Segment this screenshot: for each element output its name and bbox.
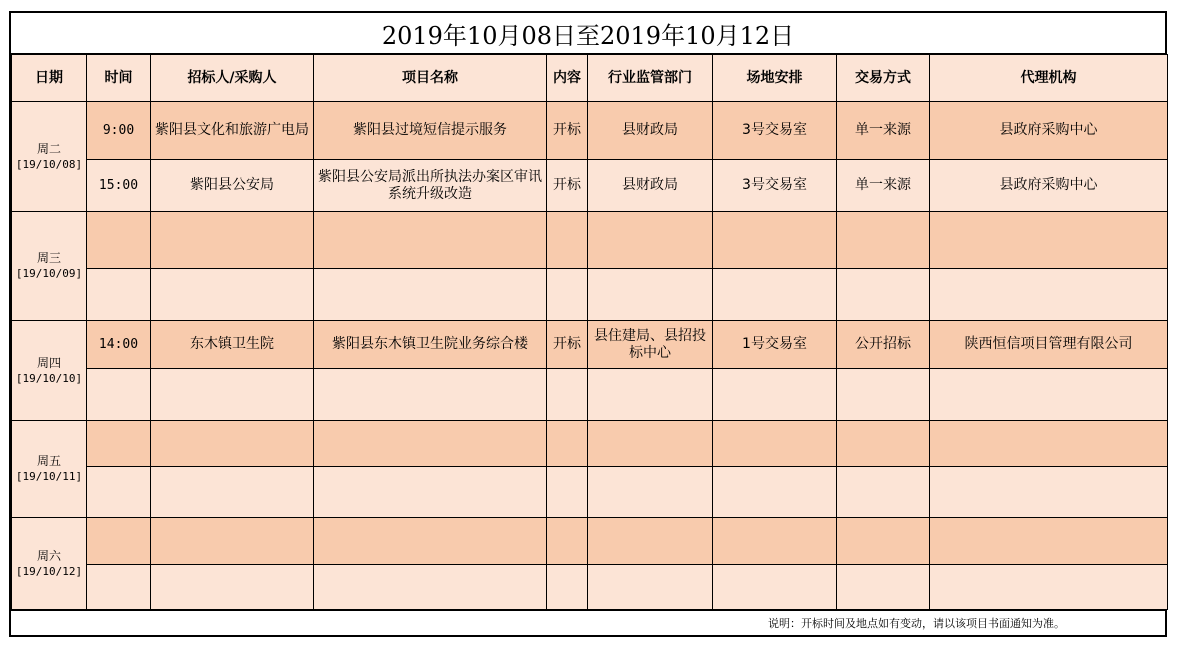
header-agency: 代理机构 — [930, 55, 1168, 102]
header-method: 交易方式 — [837, 55, 930, 102]
cell-project — [314, 421, 547, 467]
footer-note: 说明：开标时间及地点如有变动，请以该项目书面通知为准。 — [768, 617, 1065, 630]
cell-method — [837, 212, 930, 269]
cell-venue — [713, 518, 837, 565]
date-label: [19/10/10] — [15, 371, 83, 385]
header-tenderer: 招标人/采购人 — [151, 55, 314, 102]
table-row — [12, 518, 1168, 565]
cell-project — [314, 518, 547, 565]
day-cell — [12, 518, 87, 610]
cell-content — [547, 467, 588, 518]
weekday-label: 周四 — [36, 355, 61, 370]
schedule-table — [11, 54, 1168, 610]
header-venue: 场地安排 — [713, 55, 837, 102]
cell-time: 15:00 — [87, 160, 151, 212]
cell-tenderer: 东木镇卫生院 — [151, 321, 314, 369]
header-project: 项目名称 — [314, 55, 547, 102]
date-label: [19/10/11] — [15, 470, 83, 483]
cell-project — [314, 269, 547, 321]
weekday-label: 周五 — [36, 454, 61, 468]
table-row — [12, 421, 1168, 467]
cell-agency — [930, 421, 1168, 467]
header-row — [12, 55, 1168, 102]
cell-project — [314, 369, 547, 421]
cell-method — [837, 467, 930, 518]
cell-agency — [930, 565, 1168, 610]
cell-tenderer — [151, 518, 314, 565]
cell-time — [87, 518, 151, 565]
cell-venue: 1号交易室 — [713, 321, 837, 369]
schedule-title: 2019年10月08日至2019年10月12日 — [11, 13, 1165, 54]
cell-project — [314, 565, 547, 610]
date-label: [19/10/12] — [15, 564, 83, 578]
cell-agency — [930, 467, 1168, 518]
table-row — [12, 102, 1168, 160]
header-time: 时间 — [87, 55, 151, 102]
cell-supervisor: 县财政局 — [588, 102, 713, 160]
cell-agency: 陕西恒信项目管理有限公司 — [930, 321, 1168, 369]
cell-tenderer: 紫阳县文化和旅游广电局 — [151, 102, 314, 160]
cell-method — [837, 269, 930, 321]
cell-time: 9:00 — [87, 102, 151, 160]
cell-venue: 3号交易室 — [713, 102, 837, 160]
cell-supervisor — [588, 269, 713, 321]
table-row — [12, 160, 1168, 212]
cell-venue — [713, 212, 837, 269]
cell-agency — [930, 369, 1168, 421]
cell-content — [547, 518, 588, 565]
cell-tenderer — [151, 269, 314, 321]
cell-tenderer — [151, 467, 314, 518]
header-supervisor: 行业监管部门 — [588, 55, 713, 102]
cell-time: 14:00 — [87, 321, 151, 369]
cell-method: 公开招标 — [837, 321, 930, 369]
date-label: [19/10/09] — [15, 267, 83, 280]
table-row — [12, 212, 1168, 269]
cell-tenderer — [151, 369, 314, 421]
cell-content: 开标 — [547, 160, 588, 212]
schedule-body — [12, 102, 1168, 610]
cell-venue — [713, 467, 837, 518]
cell-time — [87, 212, 151, 269]
cell-time — [87, 369, 151, 421]
cell-tenderer — [151, 212, 314, 269]
cell-method — [837, 369, 930, 421]
cell-content: 开标 — [547, 102, 588, 160]
cell-project: 紫阳县公安局派出所执法办案区审讯系统升级改造 — [314, 160, 547, 212]
table-row — [12, 269, 1168, 321]
table-row — [12, 565, 1168, 610]
cell-agency: 县政府采购中心 — [930, 102, 1168, 160]
cell-venue: 3号交易室 — [713, 160, 837, 212]
weekday-label: 周六 — [36, 548, 61, 563]
cell-content — [547, 421, 588, 467]
cell-tenderer: 紫阳县公安局 — [151, 160, 314, 212]
cell-supervisor — [588, 467, 713, 518]
cell-time — [87, 421, 151, 467]
cell-content — [547, 269, 588, 321]
cell-supervisor — [588, 518, 713, 565]
day-cell — [12, 421, 87, 518]
cell-project: 紫阳县东木镇卫生院业务综合楼 — [314, 321, 547, 369]
cell-venue — [713, 369, 837, 421]
cell-tenderer — [151, 565, 314, 610]
table-row — [12, 369, 1168, 421]
cell-content: 开标 — [547, 321, 588, 369]
cell-venue — [713, 269, 837, 321]
day-cell — [12, 321, 87, 421]
cell-time — [87, 565, 151, 610]
cell-project — [314, 467, 547, 518]
cell-method — [837, 421, 930, 467]
cell-agency — [930, 518, 1168, 565]
cell-venue — [713, 421, 837, 467]
cell-project — [314, 212, 547, 269]
cell-supervisor: 县住建局、县招投标中心 — [588, 321, 713, 369]
cell-tenderer — [151, 421, 314, 467]
cell-method: 单一来源 — [837, 102, 930, 160]
footer-note-bar — [11, 609, 1165, 635]
cell-supervisor — [588, 565, 713, 610]
cell-project: 紫阳县过境短信提示服务 — [314, 102, 547, 160]
cell-supervisor — [588, 369, 713, 421]
cell-venue — [713, 565, 837, 610]
cell-content — [547, 369, 588, 421]
cell-time — [87, 269, 151, 321]
cell-method — [837, 565, 930, 610]
header-content: 内容 — [547, 55, 588, 102]
cell-agency: 县政府采购中心 — [930, 160, 1168, 212]
cell-method: 单一来源 — [837, 160, 930, 212]
day-cell — [12, 212, 87, 321]
weekday-label: 周三 — [36, 251, 61, 265]
weekday-label: 周二 — [36, 141, 61, 156]
cell-content — [547, 212, 588, 269]
schedule-sheet — [9, 11, 1167, 637]
cell-method — [837, 518, 930, 565]
cell-time — [87, 467, 151, 518]
table-row — [12, 321, 1168, 369]
table-row — [12, 467, 1168, 518]
header-date: 日期 — [12, 55, 87, 102]
cell-agency — [930, 212, 1168, 269]
date-label: [19/10/08] — [15, 157, 83, 171]
cell-supervisor — [588, 421, 713, 467]
day-cell — [12, 102, 87, 212]
cell-content — [547, 565, 588, 610]
cell-agency — [930, 269, 1168, 321]
cell-supervisor: 县财政局 — [588, 160, 713, 212]
cell-supervisor — [588, 212, 713, 269]
